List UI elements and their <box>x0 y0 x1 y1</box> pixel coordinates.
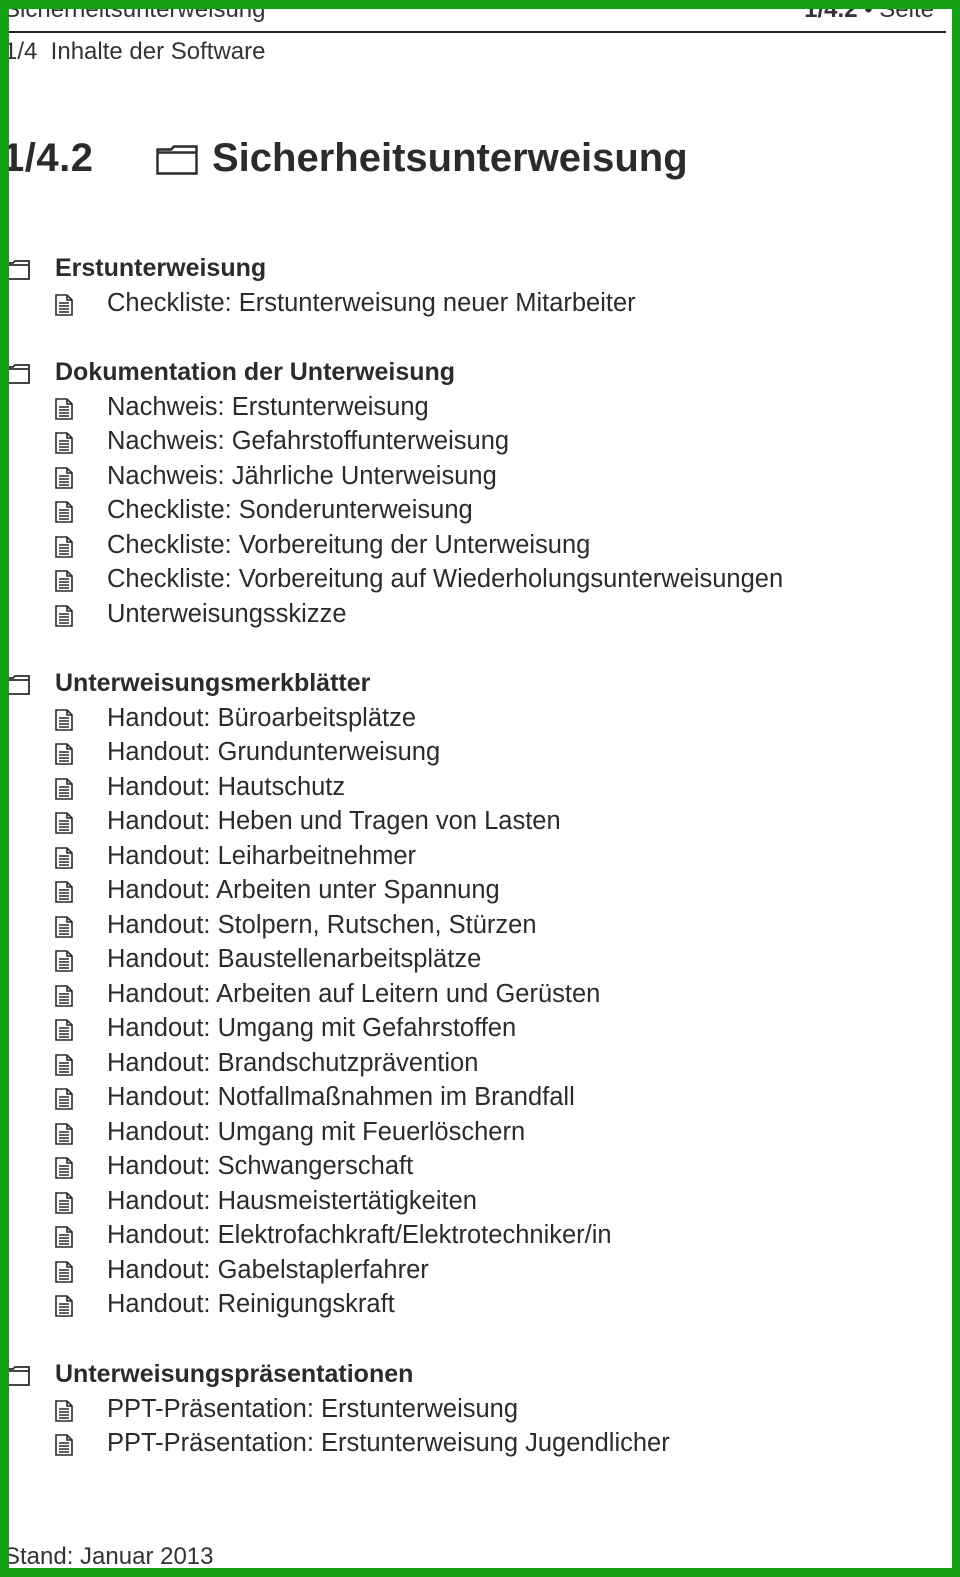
document-icon <box>55 1192 73 1219</box>
list-item-label: Handout: Gabelstaplerfahrer <box>107 1255 429 1284</box>
list-item-label: Unterweisungsskizze <box>107 599 347 628</box>
group-label: Dokumentation der Unterweisung <box>55 358 456 386</box>
section-reference <box>4 38 265 66</box>
list-item-label: Checkliste: Vorbereitung der Unterweisung <box>107 530 591 559</box>
document-icon <box>55 985 73 1012</box>
list-item-label: Handout: Büroarbeitsplätze <box>107 703 417 732</box>
document-icon <box>55 1226 73 1253</box>
document-icon <box>55 294 73 321</box>
group-label: Unterweisungspräsentationen <box>55 1360 414 1388</box>
folder-icon <box>4 1366 30 1391</box>
document-icon <box>55 847 73 874</box>
document-icon <box>55 1400 73 1427</box>
list-item-label: Handout: Schwangerschaft <box>107 1152 414 1180</box>
running-head-separator: • <box>864 0 873 23</box>
folder-icon <box>4 260 30 285</box>
folder-icon <box>4 675 30 700</box>
document-icon <box>55 1088 73 1115</box>
document-icon <box>55 1434 73 1461</box>
document-icon <box>55 881 73 908</box>
list-item-label: Handout: Brandschutzprävention <box>107 1048 479 1077</box>
list-item-label: PPT-Präsentation: Erstunterweisung Jugendlicher <box>107 1429 670 1457</box>
document-icon <box>55 1123 73 1150</box>
list-item-label: Handout: Reinigungskraft <box>107 1290 395 1318</box>
document-icon <box>55 916 73 943</box>
folder-icon <box>156 145 198 180</box>
list-item-label: Checkliste: Erstunterweisung neuer Mitarbeiter <box>107 288 636 317</box>
folder-icon <box>4 364 30 389</box>
document-icon <box>55 467 73 494</box>
list-item-label: Handout: Grundunterweisung <box>107 738 441 766</box>
document-icon <box>55 812 73 839</box>
group-label: Erstunterweisung <box>55 254 267 282</box>
list-item-label: Checkliste: Sonderunterweisung <box>107 496 473 524</box>
footer-stand: Stand: Januar 2013 <box>4 1543 214 1570</box>
list-item-label: Handout: Hausmeistertätigkeiten <box>107 1186 477 1215</box>
running-head <box>0 0 946 33</box>
running-head-section-number: 1/4.2 <box>804 0 858 23</box>
document-icon <box>55 536 73 563</box>
document-icon <box>55 709 73 736</box>
list-item-label: Handout: Stolpern, Rutschen, Stürzen <box>107 910 537 939</box>
document-icon <box>55 1295 73 1322</box>
document-icon <box>55 432 73 459</box>
list-item-label: PPT-Präsentation: Erstunterweisung <box>107 1394 519 1423</box>
list-item-label: Nachweis: Gefahrstoffunterweisung <box>107 427 510 455</box>
document-icon <box>55 1054 73 1081</box>
list-item-label: Handout: Arbeiten unter Spannung <box>107 876 500 904</box>
list-item-label: Handout: Umgang mit Feuerlöschern <box>107 1117 526 1146</box>
running-head-title: Sicherheitsunterweisung <box>4 0 266 23</box>
list-item-label: Handout: Leiharbeitnehmer <box>107 841 417 870</box>
section-reference-title: Inhalte der Software <box>50 38 266 65</box>
chapter-heading: Sicherheitsunterweisung <box>212 136 688 180</box>
section-reference-number: 1/4 <box>4 38 38 65</box>
list-item-label: Handout: Heben und Tragen von Lasten <box>107 807 561 835</box>
list-item-label: Handout: Arbeiten auf Leitern und Gerüsten <box>107 979 601 1008</box>
document-icon <box>55 778 73 805</box>
running-head-page-word: Seite <box>879 0 934 23</box>
document-icon <box>55 398 73 425</box>
list-item-label: Handout: Elektrofachkraft/Elektrotechniker/in <box>107 1221 612 1249</box>
list-item-label: Handout: Hautschutz <box>107 772 346 801</box>
list-item-label: Nachweis: Erstunterweisung <box>107 392 429 421</box>
document-icon <box>55 1019 73 1046</box>
document-icon <box>55 1157 73 1184</box>
group-label: Unterweisungsmerkblätter <box>55 669 371 697</box>
running-head-page-ref <box>804 0 934 24</box>
list-item-label: Handout: Notfallmaßnahmen im Brandfall <box>107 1083 575 1111</box>
list-item-label: Handout: Umgang mit Gefahrstoffen <box>107 1014 517 1042</box>
document-icon <box>55 605 73 632</box>
chapter-number: 1/4.2 <box>2 136 94 180</box>
document-icon <box>55 950 73 977</box>
document-icon <box>55 570 73 597</box>
list-item-label: Checkliste: Vorbereitung auf Wiederholungsunterweisungen <box>107 565 784 593</box>
document-icon <box>55 743 73 770</box>
list-item-label: Handout: Baustellenarbeitsplätze <box>107 945 482 973</box>
document-icon <box>55 1261 73 1288</box>
document-icon <box>55 501 73 528</box>
list-item-label: Nachweis: Jährliche Unterweisung <box>107 461 497 490</box>
